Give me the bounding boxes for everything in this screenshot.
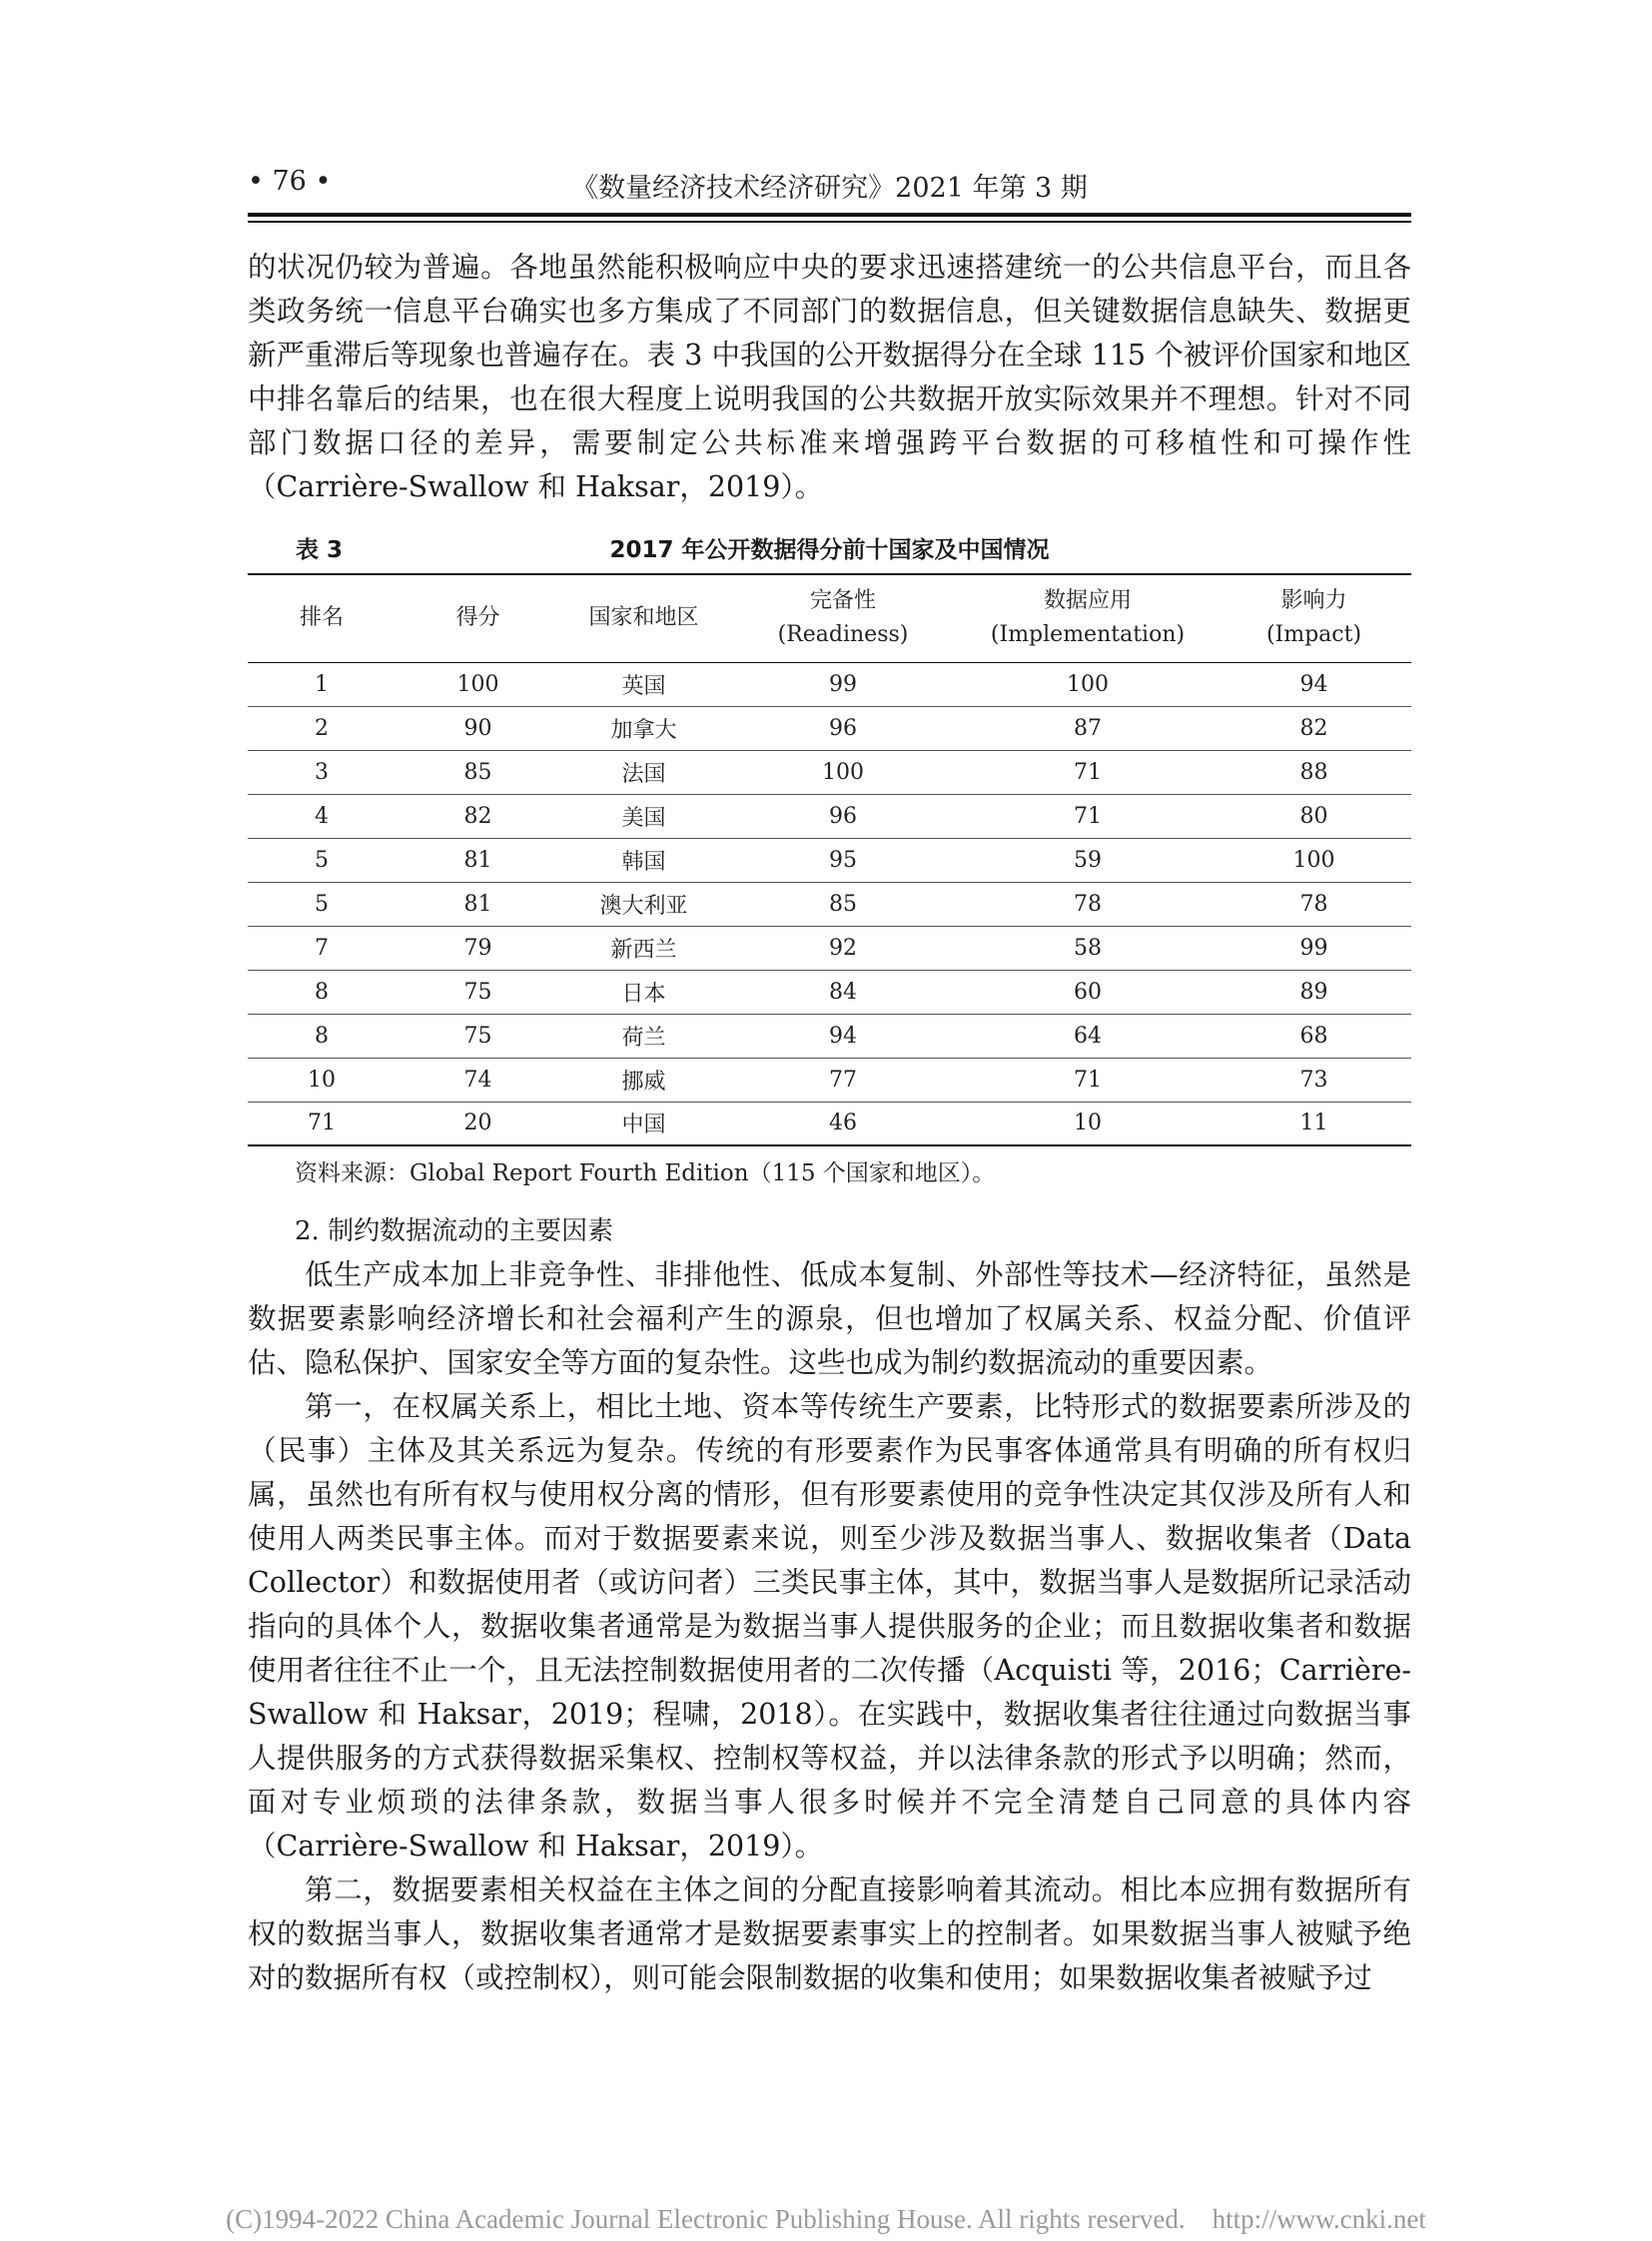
- cell-rank: 3: [248, 750, 396, 794]
- cell-rank: 7: [248, 926, 396, 970]
- header-rank: 排名: [248, 574, 396, 662]
- table-row: [248, 1058, 1411, 1102]
- cell-readiness: 94: [727, 1014, 959, 1058]
- cell-score: 82: [396, 794, 560, 838]
- cell-implementation: 100: [959, 662, 1217, 706]
- cell-score: 85: [396, 750, 560, 794]
- table-row: [248, 970, 1411, 1014]
- table-header-row: [248, 574, 1411, 662]
- table-row: [248, 1102, 1411, 1145]
- journal-title: 《数量经济技术经济研究》2021 年第 3 期: [571, 173, 1088, 204]
- cell-implementation: 10: [959, 1102, 1217, 1145]
- cell-readiness: 96: [727, 794, 959, 838]
- cell-readiness: 95: [727, 838, 959, 882]
- header-implementation-en: (Implementation): [990, 622, 1186, 648]
- header-rule-thick: [248, 213, 1411, 217]
- section-heading: 2. 制约数据流动的主要因素: [295, 1216, 614, 1246]
- table-row: [248, 838, 1411, 882]
- paragraph-1: 低生产成本加上非竞争性、非排他性、低成本复制、外部性等技术—经济特征，虽然是数据要素影响经济增长和社会福利产生的源泉，但也增加了权属关系、权益分配、价值评估、隐私保护、国家安全等方面的复杂性。这些也成为制约数据流动的重要因素。: [248, 1258, 1411, 1379]
- header-readiness-en: (Readiness): [777, 622, 909, 648]
- cell-impact: 68: [1217, 1014, 1411, 1058]
- page-number: • 76 •: [248, 166, 332, 197]
- table-row: [248, 1014, 1411, 1058]
- cell-country: 英国: [560, 662, 727, 706]
- cell-readiness: 96: [727, 706, 959, 750]
- table-row: [248, 882, 1411, 926]
- cell-rank: 71: [248, 1102, 396, 1145]
- intro-paragraph-block: [248, 246, 1411, 509]
- copyright-footer: (C)1994-2022 China Academic Journal Electronic Publishing House. All rights reserved. http://www.cnki.net: [226, 2204, 1426, 2234]
- table-title: 2017 年公开数据得分前十国家及中国情况: [609, 537, 1050, 563]
- cell-impact: 82: [1217, 706, 1411, 750]
- header-score: 得分: [396, 574, 560, 662]
- cell-readiness: 85: [727, 882, 959, 926]
- cell-score: 79: [396, 926, 560, 970]
- cell-rank: 2: [248, 706, 396, 750]
- cell-impact: 88: [1217, 750, 1411, 794]
- cell-implementation: 71: [959, 1058, 1217, 1102]
- cell-impact: 78: [1217, 882, 1411, 926]
- table-row: [248, 662, 1411, 706]
- table-label: 表 3: [296, 537, 344, 563]
- cell-country: 美国: [560, 794, 727, 838]
- cell-readiness: 92: [727, 926, 959, 970]
- paragraph-2: 第一，在权属关系上，相比土地、资本等传统生产要素，比特形式的数据要素所涉及的（民事）主体及其关系远为复杂。传统的有形要素作为民事客体通常具有明确的所有权归属，虽然也有所有权与使用权分离的情形，但有形要素使用的竞争性决定其仅涉及所有人和使用人两类民事主体。而对于数据要素来说，则至少涉及数据当事人、数据收集者（Data Collector）和数据使用者（或访问者）三类民事主体，其中，数据当事人是数据所记录活动指向的具体个人，数据收集者通常是为数据当事人提供服务的企业；而且数据收集者和数据使用者往往不止一个，且无法控制数据使用者的二次传播（Acquisti 等，2016；Carrière-Swallow 和 Haksar，2019；程啸，2018）。在实践中，数据收集者往往通过向数据当事人提供服务的方式获得数据采集权、控制权等权益，并以法律条款的形式予以明确；然而，面对专业烦琐的法律条款，数据当事人很多时候并不完全清楚自己同意的具体内容（Carrière-Swallow 和 Haksar，2019）。: [248, 1390, 1411, 1863]
- cell-country: 法国: [560, 750, 727, 794]
- cell-score: 75: [396, 1014, 560, 1058]
- cell-rank: 10: [248, 1058, 396, 1102]
- header-implementation-cn: 数据应用: [1043, 588, 1132, 614]
- cell-impact: 94: [1217, 662, 1411, 706]
- cell-country: 日本: [560, 970, 727, 1014]
- cell-score: 20: [396, 1102, 560, 1145]
- cell-country: 中国: [560, 1102, 727, 1145]
- cell-score: 81: [396, 838, 560, 882]
- cell-impact: 100: [1217, 838, 1411, 882]
- table-row: [248, 794, 1411, 838]
- cell-country: 韩国: [560, 838, 727, 882]
- header-readiness: [727, 574, 959, 662]
- cell-impact: 80: [1217, 794, 1411, 838]
- cell-impact: 11: [1217, 1102, 1411, 1145]
- cell-rank: 8: [248, 1014, 396, 1058]
- cell-implementation: 78: [959, 882, 1217, 926]
- table-row: [248, 750, 1411, 794]
- intro-paragraph: 的状况仍较为普遍。各地虽然能积极响应中央的要求迅速搭建统一的公共信息平台，而且各类政务统一信息平台确实也多方集成了不同部门的数据信息，但关键数据信息缺失、数据更新严重滞后等现象也普遍存在。表 3 中我国的公开数据得分在全球 115 个被评价国家和地区中排名靠后的结果，也在很大程度上说明我国的公共数据开放实际效果并不理想。针对不同部门数据口径的差异，需要制定公共标准来增强跨平台数据的可移植性和可操作性（Carrière-Swallow 和 Haksar，2019）。: [248, 251, 1411, 503]
- table-body: [248, 662, 1411, 1145]
- header-impact: [1217, 574, 1411, 662]
- cell-implementation: 64: [959, 1014, 1217, 1058]
- cell-country: 新西兰: [560, 926, 727, 970]
- cell-score: 90: [396, 706, 560, 750]
- header-impact-cn: 影响力: [1280, 588, 1347, 614]
- cell-rank: 5: [248, 838, 396, 882]
- cell-country: 挪威: [560, 1058, 727, 1102]
- cell-readiness: 46: [727, 1102, 959, 1145]
- cell-implementation: 87: [959, 706, 1217, 750]
- cell-score: 75: [396, 970, 560, 1014]
- main-text-block: [248, 1253, 1411, 2000]
- cell-implementation: 71: [959, 794, 1217, 838]
- paragraph-3: 第二，数据要素相关权益在主体之间的分配直接影响着其流动。相比本应拥有数据所有权的数据当事人，数据收集者通常才是数据要素事实上的控制者。如果数据当事人被赋予绝对的数据所有权（或控制权），则可能会限制数据的收集和使用；如果数据收集者被赋予过: [248, 1873, 1411, 1994]
- cell-rank: 8: [248, 970, 396, 1014]
- cell-rank: 4: [248, 794, 396, 838]
- cell-country: 加拿大: [560, 706, 727, 750]
- cell-rank: 5: [248, 882, 396, 926]
- cell-impact: 89: [1217, 970, 1411, 1014]
- cell-implementation: 59: [959, 838, 1217, 882]
- cell-implementation: 58: [959, 926, 1217, 970]
- header-rule-thin: [248, 221, 1411, 223]
- cell-score: 81: [396, 882, 560, 926]
- cell-impact: 73: [1217, 1058, 1411, 1102]
- cell-rank: 1: [248, 662, 396, 706]
- header-implementation: [959, 574, 1217, 662]
- cell-implementation: 71: [959, 750, 1217, 794]
- cell-impact: 99: [1217, 926, 1411, 970]
- data-table: [248, 573, 1411, 1146]
- table-row: [248, 706, 1411, 750]
- table-row: [248, 926, 1411, 970]
- cell-readiness: 77: [727, 1058, 959, 1102]
- cell-score: 100: [396, 662, 560, 706]
- table-source-note: 资料来源：Global Report Fourth Edition（115 个国家和地区）。: [295, 1160, 996, 1186]
- cell-readiness: 100: [727, 750, 959, 794]
- cell-country: 荷兰: [560, 1014, 727, 1058]
- header-readiness-cn: 完备性: [809, 588, 876, 614]
- header-country: 国家和地区: [560, 574, 727, 662]
- cell-readiness: 84: [727, 970, 959, 1014]
- cell-score: 74: [396, 1058, 560, 1102]
- header-impact-en: (Impact): [1265, 622, 1362, 648]
- cell-country: 澳大利亚: [560, 882, 727, 926]
- cell-implementation: 60: [959, 970, 1217, 1014]
- cell-readiness: 99: [727, 662, 959, 706]
